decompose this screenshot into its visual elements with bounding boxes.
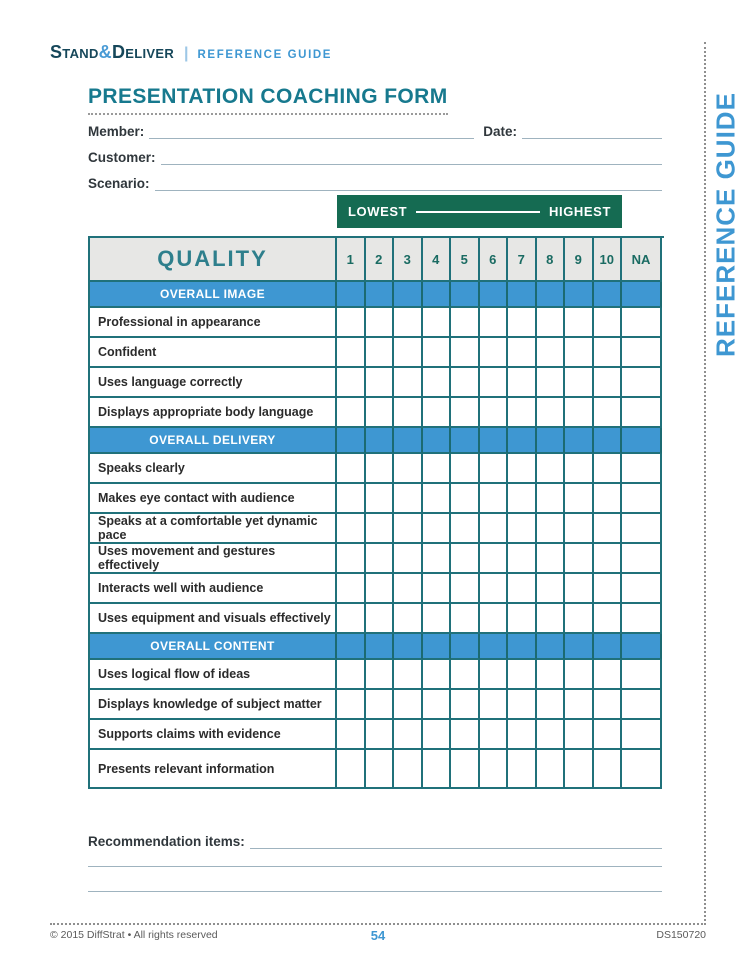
section-spacer-cell xyxy=(366,428,395,454)
rating-cell-2[interactable] xyxy=(366,604,395,634)
rating-cell-3[interactable] xyxy=(394,338,423,368)
criterion-label: Uses equipment and visuals effectively xyxy=(90,604,337,634)
rating-cell-9[interactable] xyxy=(565,720,594,750)
rating-cell-1[interactable] xyxy=(337,720,366,750)
section-spacer-cell xyxy=(337,282,366,308)
section-spacer-cell xyxy=(622,428,662,454)
criterion-label: Displays appropriate body language xyxy=(90,398,337,428)
rating-cell-1[interactable] xyxy=(337,338,366,368)
criterion-label: Supports claims with evidence xyxy=(90,720,337,750)
criterion-row xyxy=(90,514,664,544)
rating-cell-10[interactable] xyxy=(594,308,623,338)
rating-cell-7[interactable] xyxy=(508,604,537,634)
rating-cell-1[interactable] xyxy=(337,604,366,634)
rating-cell-4[interactable] xyxy=(423,514,452,544)
rating-cell-10[interactable] xyxy=(594,720,623,750)
score-column-header-8: 8 xyxy=(537,238,566,282)
brand-part1: Stand xyxy=(50,42,99,62)
rating-cell-4[interactable] xyxy=(423,398,452,428)
recommendation-input-line-1[interactable] xyxy=(250,833,662,849)
rating-cell-1[interactable] xyxy=(337,308,366,338)
rating-cell-9[interactable] xyxy=(565,574,594,604)
rating-cell-7[interactable] xyxy=(508,368,537,398)
rating-cell-6[interactable] xyxy=(480,690,509,720)
rating-cell-1[interactable] xyxy=(337,514,366,544)
rating-cell-9[interactable] xyxy=(565,454,594,484)
rating-cell-8[interactable] xyxy=(537,338,566,368)
rating-cell-na[interactable] xyxy=(622,454,662,484)
rating-cell-6[interactable] xyxy=(480,398,509,428)
rating-cell-1[interactable] xyxy=(337,398,366,428)
rating-cell-7[interactable] xyxy=(508,660,537,690)
criterion-row xyxy=(90,544,664,574)
rating-cell-10[interactable] xyxy=(594,514,623,544)
rating-cell-6[interactable] xyxy=(480,660,509,690)
rating-cell-5[interactable] xyxy=(451,484,480,514)
rating-cell-7[interactable] xyxy=(508,454,537,484)
section-spacer-cell xyxy=(394,428,423,454)
criterion-row xyxy=(90,484,664,514)
rating-cell-7[interactable] xyxy=(508,544,537,574)
rating-cell-na[interactable] xyxy=(622,338,662,368)
rating-cell-8[interactable] xyxy=(537,398,566,428)
rating-cell-2[interactable] xyxy=(366,368,395,398)
criterion-row xyxy=(90,368,664,398)
section-spacer-cell xyxy=(451,634,480,660)
section-spacer-cell xyxy=(480,428,509,454)
rating-cell-10[interactable] xyxy=(594,398,623,428)
rating-cell-4[interactable] xyxy=(423,604,452,634)
doc-code: DS150720 xyxy=(656,929,706,941)
rating-cell-9[interactable] xyxy=(565,750,594,789)
rating-cell-1[interactable] xyxy=(337,368,366,398)
rating-cell-6[interactable] xyxy=(480,750,509,789)
rating-cell-9[interactable] xyxy=(565,660,594,690)
rating-cell-3[interactable] xyxy=(394,368,423,398)
rating-cell-6[interactable] xyxy=(480,544,509,574)
score-column-header-10: 10 xyxy=(594,238,623,282)
rating-cell-2[interactable] xyxy=(366,514,395,544)
rating-cell-na[interactable] xyxy=(622,750,662,789)
score-column-header-2: 2 xyxy=(366,238,395,282)
rating-cell-9[interactable] xyxy=(565,514,594,544)
section-spacer-cell xyxy=(594,634,623,660)
rating-cell-6[interactable] xyxy=(480,368,509,398)
criterion-label: Presents relevant information xyxy=(90,750,337,789)
brand-wordmark xyxy=(50,42,174,63)
rating-cell-2[interactable] xyxy=(366,660,395,690)
criterion-label: Uses logical flow of ideas xyxy=(90,660,337,690)
rating-cell-3[interactable] xyxy=(394,690,423,720)
score-column-header-3: 3 xyxy=(394,238,423,282)
recommendation-input-line-3[interactable] xyxy=(88,891,662,892)
quality-column-header: QUALITY xyxy=(90,238,337,282)
customer-input-line[interactable] xyxy=(161,149,662,165)
recommendation-input-line-2[interactable] xyxy=(88,866,662,867)
rating-cell-6[interactable] xyxy=(480,454,509,484)
rating-table xyxy=(88,236,664,789)
section-title: OVERALL CONTENT xyxy=(90,634,337,660)
score-column-header-9: 9 xyxy=(565,238,594,282)
rating-cell-9[interactable] xyxy=(565,398,594,428)
criterion-row xyxy=(90,720,664,750)
brand-part2: Deliver xyxy=(111,42,175,62)
rating-cell-4[interactable] xyxy=(423,338,452,368)
rating-cell-4[interactable] xyxy=(423,454,452,484)
rating-cell-5[interactable] xyxy=(451,604,480,634)
criterion-row xyxy=(90,690,664,720)
customer-field-row xyxy=(88,147,662,165)
rating-cell-3[interactable] xyxy=(394,484,423,514)
rating-cell-5[interactable] xyxy=(451,574,480,604)
rating-cell-7[interactable] xyxy=(508,750,537,789)
section-spacer-cell xyxy=(537,282,566,308)
rating-cell-4[interactable] xyxy=(423,690,452,720)
customer-field-label: Customer: xyxy=(88,150,156,165)
rating-cell-2[interactable] xyxy=(366,690,395,720)
scale-highest-label: HIGHEST xyxy=(549,204,611,219)
rating-cell-2[interactable] xyxy=(366,484,395,514)
rating-cell-4[interactable] xyxy=(423,544,452,574)
rating-cell-8[interactable] xyxy=(537,368,566,398)
rating-cell-1[interactable] xyxy=(337,750,366,789)
rating-cell-10[interactable] xyxy=(594,484,623,514)
table-header-row xyxy=(90,238,664,282)
rating-cell-2[interactable] xyxy=(366,574,395,604)
section-spacer-cell xyxy=(508,428,537,454)
rating-cell-6[interactable] xyxy=(480,308,509,338)
section-spacer-cell xyxy=(394,634,423,660)
footer-dotted-rule xyxy=(50,923,706,925)
section-spacer-cell xyxy=(480,282,509,308)
brand-ampersand: & xyxy=(98,42,112,62)
section-spacer-cell xyxy=(423,428,452,454)
section-spacer-cell xyxy=(423,282,452,308)
section-spacer-cell xyxy=(622,282,662,308)
rating-cell-3[interactable] xyxy=(394,660,423,690)
rating-cell-6[interactable] xyxy=(480,574,509,604)
copyright-text: © 2015 DiffStrat • All rights reserved xyxy=(50,929,218,941)
rating-cell-2[interactable] xyxy=(366,720,395,750)
scenario-input-line[interactable] xyxy=(155,175,662,191)
criterion-row xyxy=(90,750,664,789)
rating-cell-2[interactable] xyxy=(366,454,395,484)
rating-cell-na[interactable] xyxy=(622,368,662,398)
section-spacer-cell xyxy=(537,428,566,454)
rating-cell-na[interactable] xyxy=(622,308,662,338)
rating-cell-10[interactable] xyxy=(594,454,623,484)
rating-cell-3[interactable] xyxy=(394,454,423,484)
page-number: 54 xyxy=(370,927,386,943)
member-input-line[interactable] xyxy=(149,123,474,139)
score-column-header-1: 1 xyxy=(337,238,366,282)
rating-cell-3[interactable] xyxy=(394,720,423,750)
rating-cell-6[interactable] xyxy=(480,484,509,514)
rating-cell-10[interactable] xyxy=(594,750,623,789)
rating-cell-3[interactable] xyxy=(394,544,423,574)
rating-cell-7[interactable] xyxy=(508,338,537,368)
score-column-header-6: 6 xyxy=(480,238,509,282)
rating-cell-5[interactable] xyxy=(451,544,480,574)
section-spacer-cell xyxy=(394,282,423,308)
rating-cell-4[interactable] xyxy=(423,368,452,398)
section-spacer-cell xyxy=(565,634,594,660)
rating-cell-2[interactable] xyxy=(366,544,395,574)
rating-cell-5[interactable] xyxy=(451,338,480,368)
rating-cell-8[interactable] xyxy=(537,308,566,338)
rating-cell-7[interactable] xyxy=(508,484,537,514)
side-tab-reference-guide: REFERENCE GUIDE xyxy=(710,92,741,357)
criterion-label: Confident xyxy=(90,338,337,368)
rating-cell-6[interactable] xyxy=(480,514,509,544)
rating-cell-5[interactable] xyxy=(451,750,480,789)
section-header-row xyxy=(90,282,664,308)
rating-cell-na[interactable] xyxy=(622,660,662,690)
rating-cell-na[interactable] xyxy=(622,514,662,544)
rating-cell-4[interactable] xyxy=(423,660,452,690)
date-field-label: Date: xyxy=(483,124,517,139)
rating-cell-2[interactable] xyxy=(366,750,395,789)
criterion-row xyxy=(90,604,664,634)
rating-cell-7[interactable] xyxy=(508,690,537,720)
rating-cell-7[interactable] xyxy=(508,398,537,428)
section-header-row xyxy=(90,428,664,454)
side-dotted-rule xyxy=(704,42,706,925)
rating-cell-10[interactable] xyxy=(594,660,623,690)
criterion-label: Professional in appearance xyxy=(90,308,337,338)
section-spacer-cell xyxy=(565,282,594,308)
rating-cell-na[interactable] xyxy=(622,574,662,604)
section-spacer-cell xyxy=(508,634,537,660)
rating-cell-8[interactable] xyxy=(537,604,566,634)
rating-cell-6[interactable] xyxy=(480,720,509,750)
rating-scale-bar xyxy=(337,195,622,228)
scenario-field-row xyxy=(88,173,662,191)
criterion-row xyxy=(90,338,664,368)
section-spacer-cell xyxy=(565,428,594,454)
rating-cell-9[interactable] xyxy=(565,368,594,398)
rating-cell-2[interactable] xyxy=(366,308,395,338)
rating-cell-3[interactable] xyxy=(394,308,423,338)
rating-cell-9[interactable] xyxy=(565,690,594,720)
rating-cell-6[interactable] xyxy=(480,604,509,634)
scenario-field-label: Scenario: xyxy=(88,176,150,191)
rating-cell-8[interactable] xyxy=(537,690,566,720)
rating-cell-10[interactable] xyxy=(594,574,623,604)
recommendation-field-row xyxy=(88,831,662,849)
section-spacer-cell xyxy=(480,634,509,660)
score-column-header-na: NA xyxy=(622,238,662,282)
rating-cell-8[interactable] xyxy=(537,574,566,604)
rating-cell-3[interactable] xyxy=(394,574,423,604)
section-spacer-cell xyxy=(622,634,662,660)
rating-cell-3[interactable] xyxy=(394,604,423,634)
section-spacer-cell xyxy=(423,634,452,660)
criterion-label: Interacts well with audience xyxy=(90,574,337,604)
rating-cell-5[interactable] xyxy=(451,660,480,690)
criterion-label: Speaks at a comfortable yet dynamic pace xyxy=(90,514,337,544)
member-date-field-row xyxy=(88,121,662,139)
criterion-label: Uses movement and gestures effectively xyxy=(90,544,337,574)
criterion-label: Uses language correctly xyxy=(90,368,337,398)
rating-cell-10[interactable] xyxy=(594,368,623,398)
criterion-label: Makes eye contact with audience xyxy=(90,484,337,514)
rating-cell-3[interactable] xyxy=(394,514,423,544)
rating-cell-8[interactable] xyxy=(537,514,566,544)
rating-cell-9[interactable] xyxy=(565,484,594,514)
scale-connector-line xyxy=(416,211,540,213)
rating-cell-10[interactable] xyxy=(594,544,623,574)
date-input-line[interactable] xyxy=(522,123,662,139)
rating-cell-6[interactable] xyxy=(480,338,509,368)
section-spacer-cell xyxy=(537,634,566,660)
criterion-label: Displays knowledge of subject matter xyxy=(90,690,337,720)
brand-logo xyxy=(50,42,332,63)
section-spacer-cell xyxy=(337,428,366,454)
rating-cell-4[interactable] xyxy=(423,574,452,604)
criterion-row xyxy=(90,398,664,428)
section-title: OVERALL IMAGE xyxy=(90,282,337,308)
section-title: OVERALL DELIVERY xyxy=(90,428,337,454)
rating-cell-1[interactable] xyxy=(337,574,366,604)
rating-cell-9[interactable] xyxy=(565,604,594,634)
rating-cell-1[interactable] xyxy=(337,454,366,484)
section-spacer-cell xyxy=(508,282,537,308)
rating-cell-1[interactable] xyxy=(337,484,366,514)
score-column-header-7: 7 xyxy=(508,238,537,282)
rating-cell-na[interactable] xyxy=(622,544,662,574)
rating-cell-2[interactable] xyxy=(366,398,395,428)
rating-cell-7[interactable] xyxy=(508,514,537,544)
member-field-label: Member: xyxy=(88,124,145,139)
rating-cell-2[interactable] xyxy=(366,338,395,368)
rating-cell-5[interactable] xyxy=(451,720,480,750)
rating-cell-10[interactable] xyxy=(594,604,623,634)
rating-cell-8[interactable] xyxy=(537,750,566,789)
rating-cell-4[interactable] xyxy=(423,484,452,514)
score-column-header-5: 5 xyxy=(451,238,480,282)
rating-cell-9[interactable] xyxy=(565,308,594,338)
rating-cell-4[interactable] xyxy=(423,308,452,338)
footer xyxy=(50,929,706,941)
rating-cell-na[interactable] xyxy=(622,690,662,720)
rating-cell-na[interactable] xyxy=(622,604,662,634)
criterion-row xyxy=(90,454,664,484)
section-spacer-cell xyxy=(451,282,480,308)
rating-cell-5[interactable] xyxy=(451,514,480,544)
rating-cell-9[interactable] xyxy=(565,544,594,574)
rating-cell-9[interactable] xyxy=(565,338,594,368)
rating-cell-5[interactable] xyxy=(451,398,480,428)
criterion-row xyxy=(90,574,664,604)
section-spacer-cell xyxy=(594,282,623,308)
rating-cell-1[interactable] xyxy=(337,544,366,574)
criterion-label: Speaks clearly xyxy=(90,454,337,484)
section-spacer-cell xyxy=(366,282,395,308)
section-spacer-cell xyxy=(451,428,480,454)
rating-cell-5[interactable] xyxy=(451,690,480,720)
score-column-header-4: 4 xyxy=(423,238,452,282)
rating-cell-7[interactable] xyxy=(508,720,537,750)
rating-cell-7[interactable] xyxy=(508,308,537,338)
rating-cell-na[interactable] xyxy=(622,720,662,750)
rating-cell-5[interactable] xyxy=(451,454,480,484)
page-title: PRESENTATION COACHING FORM xyxy=(88,85,448,115)
criterion-row xyxy=(90,660,664,690)
rating-cell-10[interactable] xyxy=(594,338,623,368)
rating-cell-7[interactable] xyxy=(508,574,537,604)
section-spacer-cell xyxy=(366,634,395,660)
rating-cell-na[interactable] xyxy=(622,398,662,428)
rating-cell-3[interactable] xyxy=(394,750,423,789)
rating-cell-8[interactable] xyxy=(537,484,566,514)
brand-suffix-label: REFERENCE GUIDE xyxy=(197,49,333,61)
rating-cell-5[interactable] xyxy=(451,368,480,398)
rating-cell-8[interactable] xyxy=(537,720,566,750)
rating-cell-8[interactable] xyxy=(537,454,566,484)
rating-cell-8[interactable] xyxy=(537,544,566,574)
rating-cell-1[interactable] xyxy=(337,660,366,690)
rating-cell-10[interactable] xyxy=(594,690,623,720)
rating-cell-3[interactable] xyxy=(394,398,423,428)
rating-cell-4[interactable] xyxy=(423,720,452,750)
rating-cell-4[interactable] xyxy=(423,750,452,789)
section-header-row xyxy=(90,634,664,660)
criterion-row xyxy=(90,308,664,338)
rating-cell-na[interactable] xyxy=(622,484,662,514)
brand-divider: | xyxy=(184,45,189,62)
scale-lowest-label: LOWEST xyxy=(348,204,408,219)
rating-cell-8[interactable] xyxy=(537,660,566,690)
rating-cell-1[interactable] xyxy=(337,690,366,720)
section-spacer-cell xyxy=(337,634,366,660)
rating-cell-5[interactable] xyxy=(451,308,480,338)
section-spacer-cell xyxy=(594,428,623,454)
recommendation-label: Recommendation items: xyxy=(88,834,245,849)
